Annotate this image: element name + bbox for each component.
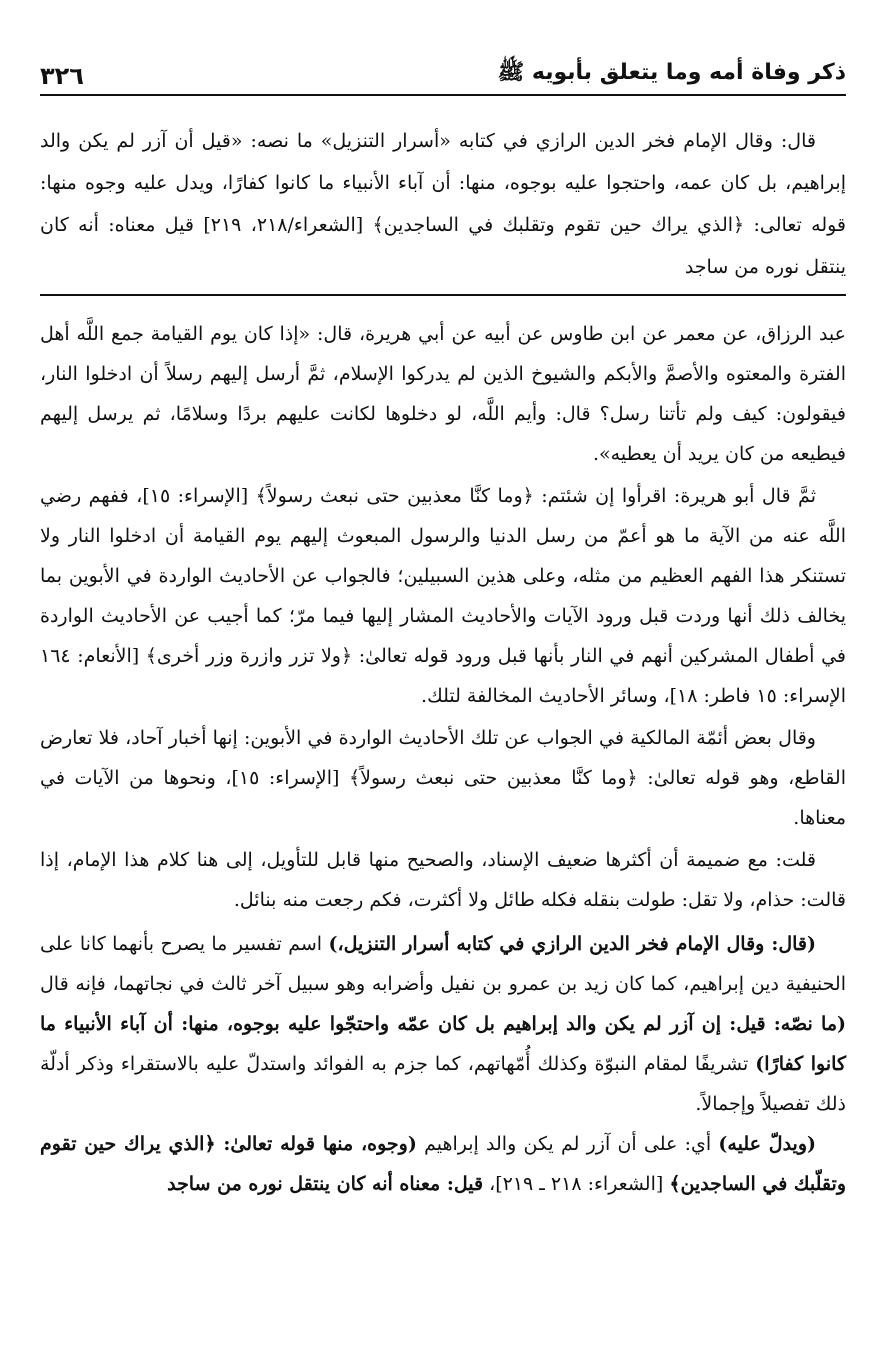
commentary-text: تشريفًا لمقام النبوّة وكذلك أُمّهاتهم، كما جزم به الفوائد واستدلّ عليه بالاستقراء وذكر أدلّة ذلك تفصيلاً وإجمالاً.	[40, 1053, 846, 1115]
commentary-quote: (وجوه، منها قوله تعالىٰ: ﴿الذي يراك حين تقوم وتقلّبك في الساجدين﴾	[40, 1133, 846, 1195]
commentary-text: اسم تفسير ما يصرح بأنهما كانا على الحنيفية دين إبراهيم، كما كان زيد بن عمرو بن نفيل وأضرابه وهو سبيل آخر ثالث في نجاتهما، فإنه قال	[40, 933, 846, 995]
hadith-paragraph-4: قلت: مع ضميمة أن أكثرها ضعيف الإسناد، والصحيح منها قابل للتأويل، إلى هنا كلام هذا الإمام، إذا قالت: حذام، ولا تقل: طولت بنقله فكله طائل ولا أكثرت، فكم رجعت منه بنائل.	[40, 849, 846, 911]
quoted-paragraph: قال: وقال الإمام فخر الدين الرازي في كتابه «أسرار التنزيل» ما نصه: «قيل أن آزر لم يكن والد إبراهيم، بل كان عمه، واحتجوا عليه بوجوه، منها: أن آباء الأنبياء ما كانوا كفارًا، ويدل عليه وجوه منها: قوله تعالى: ﴿الذي يراك حين تقوم وتقلبك في الساجدين﴾ [الشعراء/٢١٨، ٢١٩] قيل معناه: أنه كان ينتقل نوره من ساجد	[40, 130, 847, 278]
commentary-paragraph-1	[40, 924, 846, 1124]
book-page	[40, 38, 846, 1204]
commentary-quote: (ويدلّ عليه)	[718, 1133, 816, 1155]
commentary-quote: (قال: وقال الإمام فخر الدين الرازي في كتابه أسرار التنزيل،)	[328, 933, 817, 955]
page-header	[40, 38, 846, 96]
hadith-paragraph-2: ثمَّ قال أبو هريرة: اقرأوا إن شئتم: ﴿وما كنَّا معذبين حتى نبعث رسولاً﴾ [الإسراء: ١٥]، ففهم رضي اللَّه عنه من الآية ما هو أعمّ من رسل الدنيا والرسول المبعوث إليهم يوم القيامة أن ادخلوا النار ولا تستنكر هذا الفهم العظيم من مثله، وعلى هذين السبيلين؛ فالجواب عن الأحاديث الواردة في الأبوين بما يخالف ذلك أنها وردت قبل ورود الآيات والأحاديث المشار إليها فيما مرّ؛ كما أجيب عن الأحاديث الواردة في أطفال المشركين أنهم في النار بأنها قبل ورود قوله تعالىٰ: ﴿ولا تزر وازرة وزر أخرى﴾ [الأنعام: ١٦٤ الإسراء: ١٥ فاطر: ١٨]، وسائر الأحاديث المخالفة لتلك.	[40, 485, 847, 707]
commentary-section	[40, 924, 846, 1204]
commentary-text: أي: على أن آزر لم يكن والد إبراهيم	[416, 1133, 719, 1155]
hadith-paragraph-1: عبد الرزاق، عن معمر عن ابن طاوس عن أبيه عن أبي هريرة، قال: «إذا كان يوم القيامة جمع اللَّه أهل الفترة والمعتوه والأصمَّ والأبكم والشيوخ الذين لم يدركوا الإسلام، ثمَّ أرسل إليهم رسلاً أن ادخلوا النار، فيقولون: كيف ولم تأتنا رسل؟ قال: وأيم اللَّه، لو دخلوها لكانت عليهم بردًا وسلامًا، ثم يرسل إليهم فيطيعه من كان يريد أن يعطيه».	[40, 323, 846, 465]
page-number: ٣٢٦	[40, 62, 84, 90]
commentary-quote: قيل: معناه أنه كان ينتقل نوره من ساجد	[167, 1173, 484, 1195]
commentary-paragraph-2	[40, 1124, 846, 1204]
commentary-text: [الشعراء: ٢١٨ ـ ٢١٩]،	[483, 1173, 670, 1195]
running-title: ذكر وفاة أمه وما يتعلق بأبويه ﷺ	[497, 60, 846, 85]
hadith-section	[40, 314, 846, 920]
commentary-quote: (ما نصّه: قيل: إن آزر لم يكن والد إبراهيم بل كان عمّه واحتجّوا عليه بوجوه، منها: أن آباء الأنبياء ما كانوا كفارًا)	[40, 1013, 846, 1075]
hadith-paragraph-3: وقال بعض أئمّة المالكية في الجواب عن تلك الأحاديث الواردة في الأبوين: إنها أخبار آحاد، فلا تعارض القاطع، وهو قوله تعالىٰ: ﴿وما كنَّا معذبين حتى نبعث رسولاً﴾ [الإسراء: ١٥]، ونحوها من الآيات في معناها.	[40, 727, 846, 829]
quoted-matn-section	[40, 120, 846, 296]
